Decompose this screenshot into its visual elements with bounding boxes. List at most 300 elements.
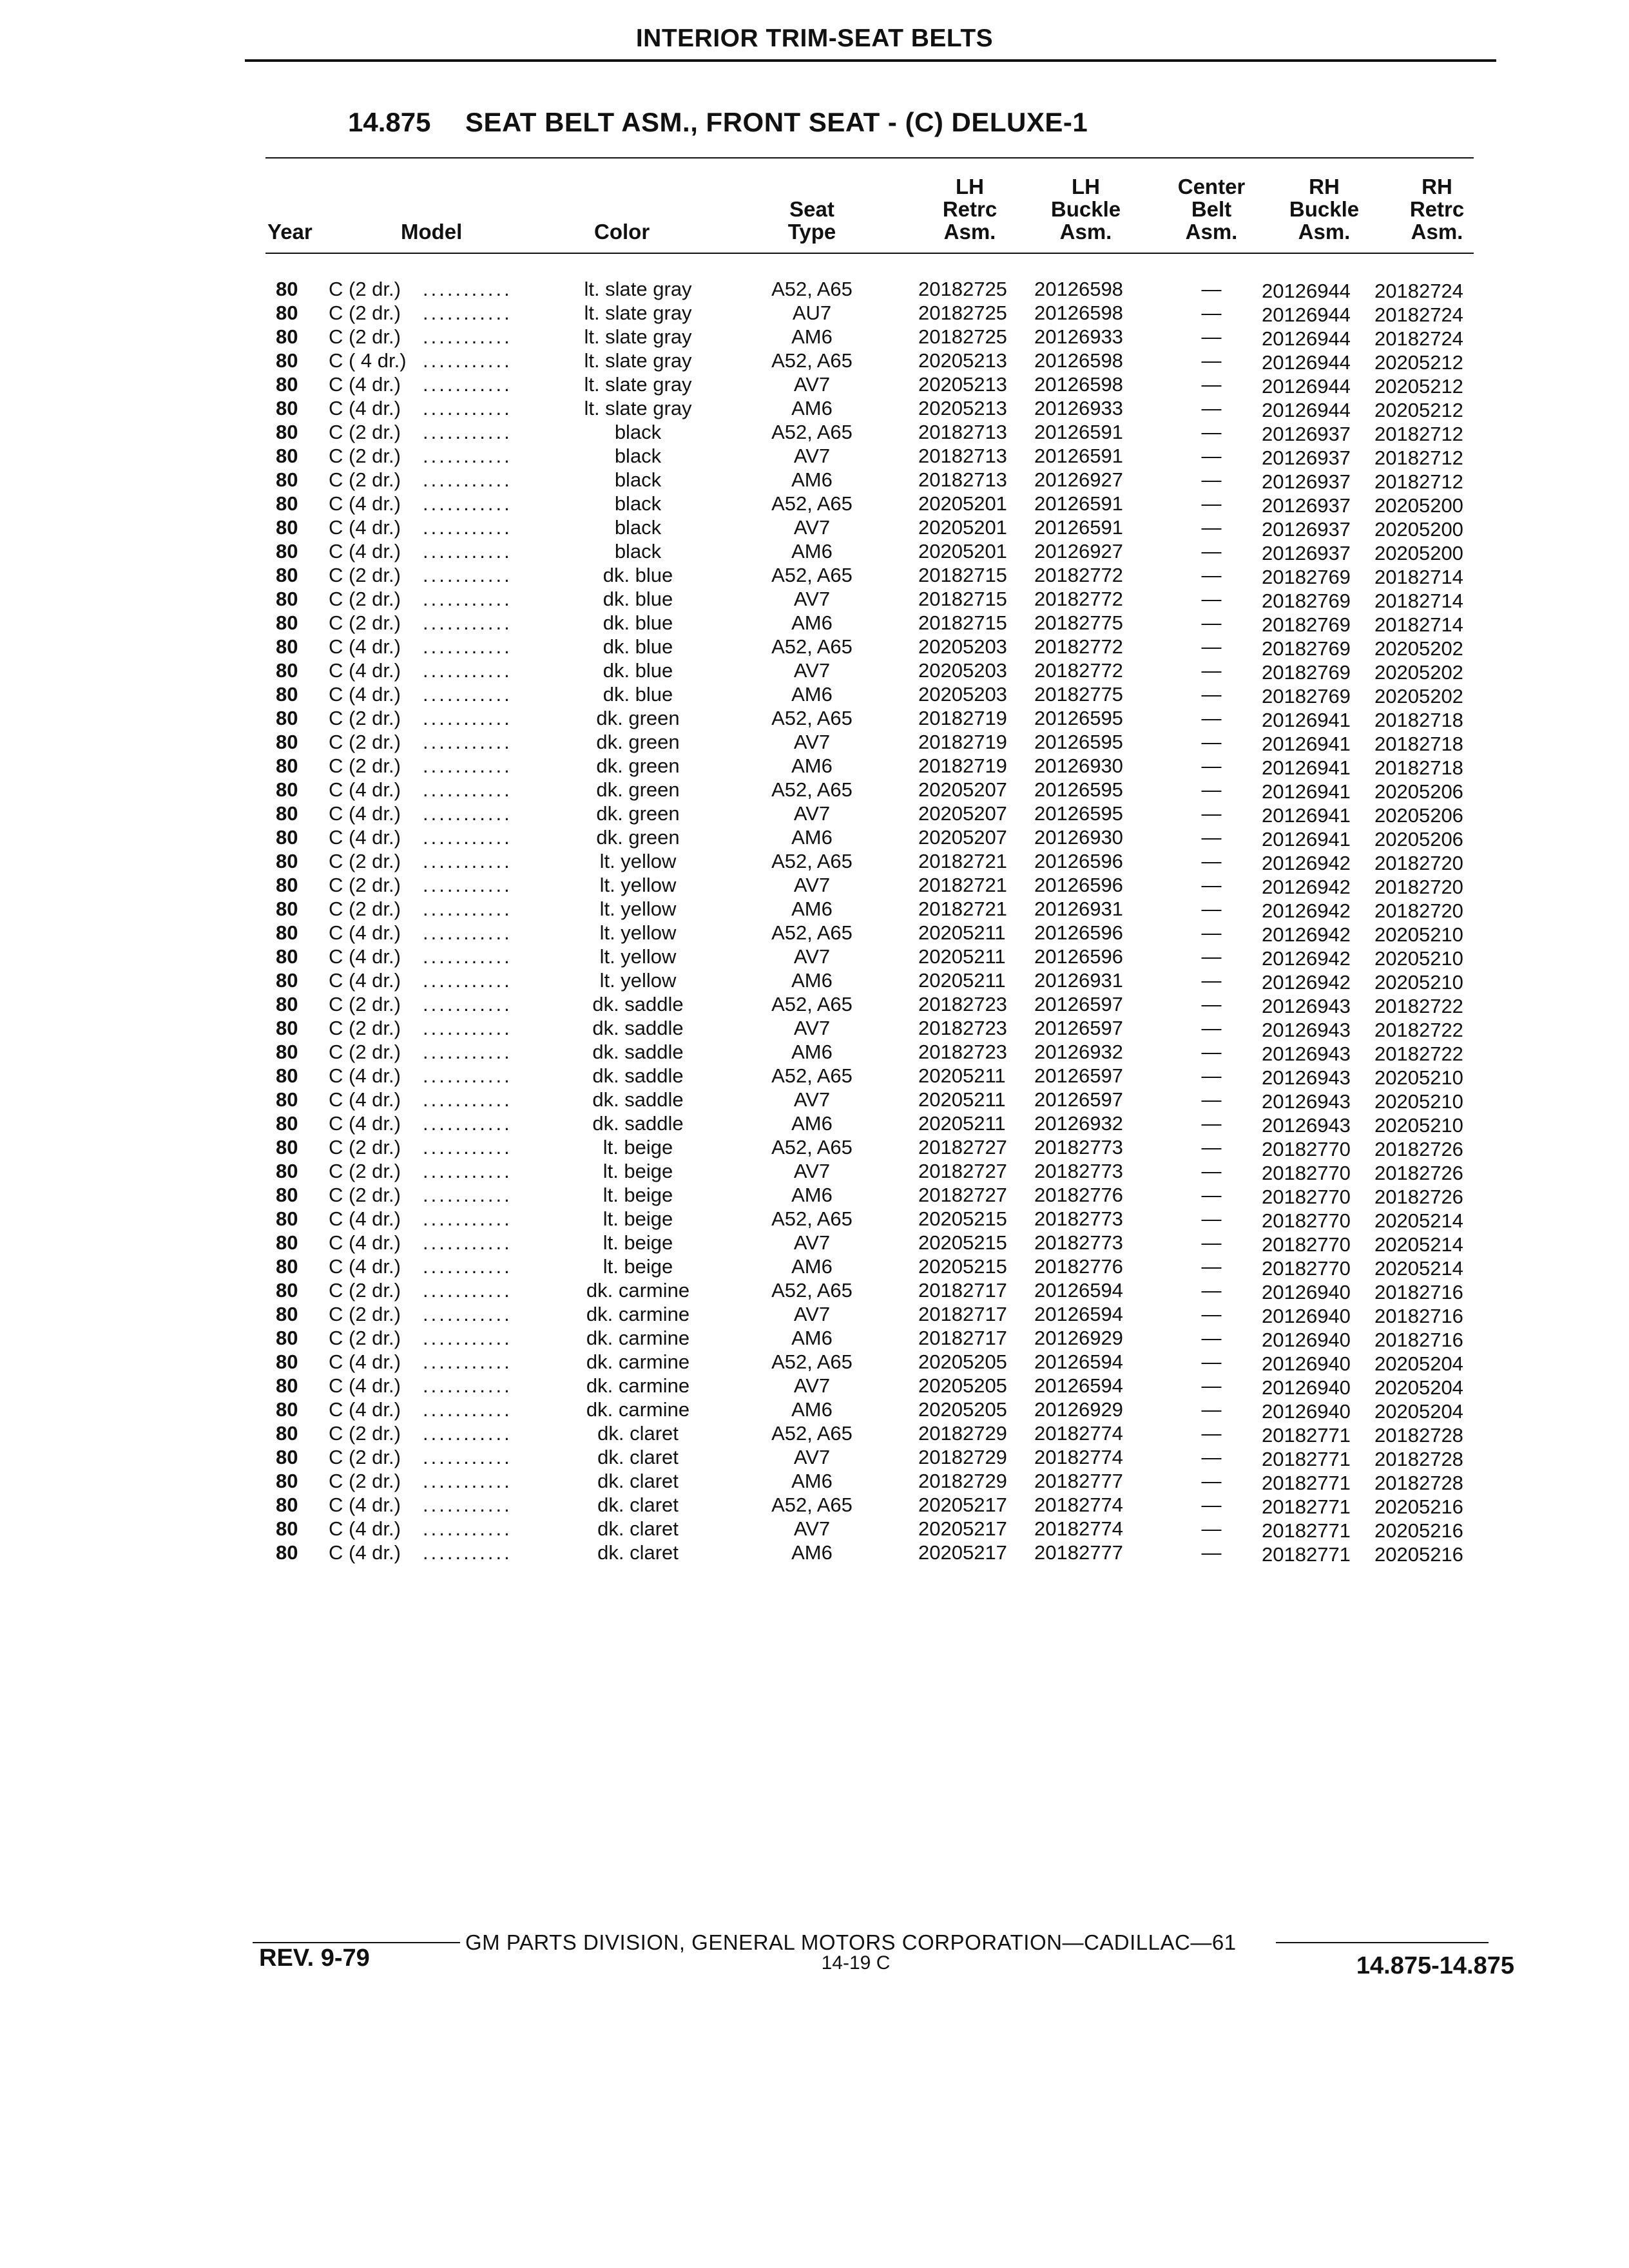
rh-buckle-cell: 20182771 — [1262, 1543, 1351, 1566]
table-row — [0, 1374, 1629, 1398]
rh-buckle-cell: 20182769 — [1262, 566, 1351, 588]
rh-buckle-cell: 20126943 — [1262, 1066, 1351, 1089]
model-cell: C (4 dr.) — [329, 1541, 401, 1564]
model-cell: C (2 dr.) — [329, 302, 401, 324]
color-cell: dk. carmine — [586, 1279, 690, 1302]
center-belt-cell: — — [1201, 874, 1222, 896]
center-belt-cell: — — [1201, 1112, 1222, 1135]
rh-retrc-cell: 20205212 — [1374, 351, 1463, 374]
table-row — [0, 587, 1629, 611]
seat-type-cell: A52, A65 — [771, 635, 853, 658]
model-cell: C (4 dr.) — [329, 1231, 401, 1254]
lh-buckle-cell: 20126595 — [1034, 731, 1123, 753]
leader-dots: ........... — [423, 1517, 512, 1540]
lh-retrc-cell: 20205217 — [918, 1517, 1007, 1540]
year-cell: 80 — [276, 588, 298, 610]
leader-dots: ........... — [423, 778, 512, 801]
color-cell: dk. claret — [597, 1470, 679, 1492]
rh-retrc-cell: 20205204 — [1374, 1376, 1463, 1399]
rh-retrc-cell: 20182714 — [1374, 566, 1463, 588]
seat-type-cell: A52, A65 — [771, 1064, 853, 1087]
table-row — [0, 1421, 1629, 1445]
rh-buckle-cell: 20126943 — [1262, 1090, 1351, 1113]
model-cell: C (2 dr.) — [329, 707, 401, 729]
model-cell: C (4 dr.) — [329, 969, 401, 992]
model-cell: C (2 dr.) — [329, 898, 401, 920]
lh-retrc-cell: 20182719 — [918, 707, 1007, 729]
rh-retrc-cell: 20182722 — [1374, 1019, 1463, 1041]
model-cell: C (2 dr.) — [329, 445, 401, 467]
color-cell: black — [614, 468, 662, 491]
table-row — [0, 921, 1629, 945]
leader-dots: ........... — [423, 802, 512, 825]
table-row — [0, 1469, 1629, 1493]
seat-type-cell: A52, A65 — [771, 1350, 853, 1373]
year-cell: 80 — [276, 1398, 298, 1421]
seat-type-cell: A52, A65 — [771, 993, 853, 1015]
lh-buckle-cell: 20182772 — [1034, 635, 1123, 658]
lh-buckle-cell: 20126591 — [1034, 516, 1123, 539]
rh-retrc-cell: 20182720 — [1374, 876, 1463, 898]
section-number: 14.875 — [348, 107, 431, 137]
rh-retrc-cell: 20205214 — [1374, 1233, 1463, 1256]
year-cell: 80 — [276, 492, 298, 515]
lh-retrc-cell: 20205203 — [918, 683, 1007, 706]
footer-rule-right — [1276, 1942, 1489, 1943]
lh-retrc-cell: 20205217 — [918, 1541, 1007, 1564]
lh-retrc-cell: 20205207 — [918, 826, 1007, 849]
center-belt-cell: — — [1201, 754, 1222, 777]
rh-buckle-cell: 20182770 — [1262, 1209, 1351, 1232]
rh-retrc-cell: 20205216 — [1374, 1495, 1463, 1518]
rh-retrc-cell: 20182724 — [1374, 303, 1463, 326]
color-cell: lt. yellow — [599, 874, 677, 896]
color-cell: dk. green — [596, 778, 680, 801]
center-belt-cell: — — [1201, 516, 1222, 539]
lh-buckle-cell: 20126930 — [1034, 826, 1123, 849]
rh-retrc-cell: 20182714 — [1374, 590, 1463, 612]
model-cell: C (4 dr.) — [329, 397, 401, 419]
lh-retrc-cell: 20182729 — [918, 1470, 1007, 1492]
year-cell: 80 — [276, 1255, 298, 1278]
model-cell: C (4 dr.) — [329, 373, 401, 396]
model-cell: C (2 dr.) — [329, 754, 401, 777]
model-cell: C (4 dr.) — [329, 1350, 401, 1373]
color-cell: dk. green — [596, 707, 680, 729]
center-belt-cell: — — [1201, 1136, 1222, 1158]
year-cell: 80 — [276, 349, 298, 372]
seat-type-cell: AM6 — [791, 325, 833, 348]
center-belt-cell: — — [1201, 731, 1222, 753]
rh-retrc-cell: 20182722 — [1374, 1043, 1463, 1065]
seat-type-cell: AM6 — [791, 397, 833, 419]
center-belt-cell: — — [1201, 850, 1222, 872]
table-row — [0, 1278, 1629, 1302]
rh-retrc-cell: 20182726 — [1374, 1186, 1463, 1208]
lh-buckle-cell: 20126594 — [1034, 1374, 1123, 1397]
column-header-rh-retrc — [1373, 175, 1501, 243]
rh-retrc-cell: 20182720 — [1374, 899, 1463, 922]
year-cell: 80 — [276, 707, 298, 729]
year-cell: 80 — [276, 1112, 298, 1135]
lh-retrc-cell: 20182727 — [918, 1160, 1007, 1182]
color-cell: lt. beige — [602, 1136, 673, 1158]
color-cell: dk. saddle — [592, 1088, 684, 1111]
leader-dots: ........... — [423, 278, 512, 300]
rh-buckle-cell: 20126940 — [1262, 1376, 1351, 1399]
leader-dots: ........... — [423, 373, 512, 396]
lh-buckle-cell: 20126591 — [1034, 445, 1123, 467]
rh-retrc-cell: 20182712 — [1374, 447, 1463, 469]
color-cell: dk. carmine — [586, 1350, 690, 1373]
lh-retrc-header-line: Retrc — [942, 197, 998, 221]
rh-buckle-cell: 20126937 — [1262, 494, 1351, 517]
rh-buckle-cell: 20126942 — [1262, 923, 1351, 946]
year-cell: 80 — [276, 1374, 298, 1397]
table-row — [0, 1207, 1629, 1231]
year-cell: 80 — [276, 850, 298, 872]
lh-buckle-cell: 20182774 — [1034, 1446, 1123, 1468]
lh-buckle-cell: 20126596 — [1034, 921, 1123, 944]
leader-dots: ........... — [423, 421, 512, 443]
lh-retrc-cell: 20205201 — [918, 516, 1007, 539]
leader-dots: ........... — [423, 1064, 512, 1087]
leader-dots: ........... — [423, 302, 512, 324]
table-row — [0, 1398, 1629, 1421]
lh-buckle-cell: 20126591 — [1034, 421, 1123, 443]
year-cell: 80 — [276, 397, 298, 419]
seat-type-cell: AM6 — [791, 1255, 833, 1278]
center-belt-cell: — — [1201, 468, 1222, 491]
model-cell: C (4 dr.) — [329, 659, 401, 682]
table-row — [0, 1040, 1629, 1064]
table-row — [0, 1135, 1629, 1159]
seat-type-cell: AM6 — [791, 1041, 833, 1063]
seat-type-cell: A52, A65 — [771, 921, 853, 944]
year-cell: 80 — [276, 1088, 298, 1111]
table-row — [0, 563, 1629, 587]
lh-retrc-cell: 20182729 — [918, 1422, 1007, 1445]
table-row — [0, 1254, 1629, 1278]
center-belt-cell: — — [1201, 635, 1222, 658]
seat-type-cell: AV7 — [793, 1231, 831, 1254]
model-cell: C (4 dr.) — [329, 1374, 401, 1397]
lh-retrc-cell: 20205211 — [918, 969, 1006, 992]
table-row — [0, 897, 1629, 921]
rh-buckle-cell: 20126943 — [1262, 1043, 1351, 1065]
model-cell: C (4 dr.) — [329, 826, 401, 849]
color-cell: lt. slate gray — [584, 278, 692, 300]
lh-retrc-cell: 20205203 — [918, 635, 1007, 658]
seat-type-cell: AV7 — [793, 373, 831, 396]
leader-dots: ........... — [423, 445, 512, 467]
seat-type-cell: AM6 — [791, 1541, 833, 1564]
lh-retrc-cell: 20182725 — [918, 325, 1007, 348]
color-cell: dk. blue — [602, 659, 673, 682]
lh-retrc-cell: 20182715 — [918, 588, 1007, 610]
rh-retrc-cell: 20205210 — [1374, 947, 1463, 970]
leader-dots: ........... — [423, 1374, 512, 1397]
rh-retrc-cell: 20205200 — [1374, 542, 1463, 564]
center-belt-cell: — — [1201, 659, 1222, 682]
year-cell: 80 — [276, 1350, 298, 1373]
year-cell: 80 — [276, 445, 298, 467]
seat-type-cell: AM6 — [791, 754, 833, 777]
table-row — [0, 396, 1629, 420]
seat-type-cell: AV7 — [793, 945, 831, 968]
seat-type-cell: AM6 — [791, 1470, 833, 1492]
lh-buckle-header-line: Buckle — [1050, 197, 1121, 221]
footer-rule-left — [253, 1942, 460, 1943]
rh-buckle-cell: 20126941 — [1262, 709, 1351, 731]
lh-buckle-cell: 20182774 — [1034, 1422, 1123, 1445]
lh-retrc-cell: 20182715 — [918, 611, 1007, 634]
model-cell: C (2 dr.) — [329, 325, 401, 348]
lh-retrc-cell: 20205217 — [918, 1494, 1007, 1516]
rh-retrc-cell: 20182728 — [1374, 1424, 1463, 1446]
leader-dots: ........... — [423, 754, 512, 777]
seat-type-cell: AV7 — [793, 1374, 831, 1397]
center-belt-cell: — — [1201, 802, 1222, 825]
center-belt-cell: — — [1201, 373, 1222, 396]
page-header-title: INTERIOR TRIM-SEAT BELTS — [635, 24, 994, 52]
color-cell: dk. saddle — [592, 1041, 684, 1063]
center-belt-cell: — — [1201, 1350, 1222, 1373]
year-cell: 80 — [276, 778, 298, 801]
year-cell: 80 — [276, 969, 298, 992]
rh-retrc-cell: 20205202 — [1374, 661, 1463, 684]
center-belt-cell: — — [1201, 683, 1222, 706]
center-belt-cell: — — [1201, 1446, 1222, 1468]
section-title: SEAT BELT ASM., FRONT SEAT - (C) DELUXE-1 — [465, 107, 1088, 137]
leader-dots: ........... — [423, 397, 512, 419]
center-belt-cell: — — [1201, 1184, 1222, 1206]
seat-type-cell: AM6 — [791, 683, 833, 706]
lh-buckle-cell: 20182777 — [1034, 1470, 1123, 1492]
rh-buckle-cell: 20126937 — [1262, 542, 1351, 564]
leader-dots: ........... — [423, 1303, 512, 1325]
seat-type-cell: AU7 — [792, 302, 832, 324]
rh-retrc-cell: 20182716 — [1374, 1329, 1463, 1351]
table-row — [0, 1326, 1629, 1350]
model-cell: C (4 dr.) — [329, 516, 401, 539]
year-cell: 80 — [276, 325, 298, 348]
leader-dots: ........... — [423, 564, 512, 586]
rh-buckle-cell: 20126944 — [1262, 303, 1351, 326]
leader-dots: ........... — [423, 1184, 512, 1206]
rh-buckle-cell: 20126942 — [1262, 971, 1351, 994]
seat-type-cell: AM6 — [791, 969, 833, 992]
lh-buckle-cell: 20182772 — [1034, 564, 1123, 586]
table-row — [0, 349, 1629, 372]
center-belt-cell: — — [1201, 421, 1222, 443]
year-cell: 80 — [276, 1231, 298, 1254]
table-row — [0, 706, 1629, 730]
rh-buckle-cell: 20182771 — [1262, 1495, 1351, 1518]
table-row — [0, 682, 1629, 706]
lh-buckle-cell: 20126933 — [1034, 325, 1123, 348]
lh-retrc-cell: 20205205 — [918, 1398, 1007, 1421]
column-header-seat-type — [747, 198, 876, 243]
center-belt-cell: — — [1201, 1327, 1222, 1349]
rh-retrc-header-line: RH — [1422, 175, 1452, 198]
color-cell: dk. claret — [597, 1517, 679, 1540]
table-row — [0, 1493, 1629, 1517]
rh-buckle-header-line: RH — [1309, 175, 1340, 198]
center-belt-cell: — — [1201, 1160, 1222, 1182]
year-cell: 80 — [276, 1207, 298, 1230]
rh-retrc-cell: 20182726 — [1374, 1162, 1463, 1184]
center-belt-cell: — — [1201, 1494, 1222, 1516]
center-belt-cell: — — [1201, 1064, 1222, 1087]
center-belt-cell: — — [1201, 1088, 1222, 1111]
model-cell: C (2 dr.) — [329, 1303, 401, 1325]
year-cell: 80 — [276, 993, 298, 1015]
leader-dots: ........... — [423, 1494, 512, 1516]
color-cell: lt. beige — [602, 1231, 673, 1254]
lh-buckle-cell: 20126598 — [1034, 349, 1123, 372]
year-cell: 80 — [276, 540, 298, 562]
color-cell: lt. yellow — [599, 850, 677, 872]
leader-dots: ........... — [423, 731, 512, 753]
lh-retrc-cell: 20182713 — [918, 445, 1007, 467]
leader-dots: ........... — [423, 492, 512, 515]
seat-type-cell: AV7 — [793, 802, 831, 825]
rh-retrc-cell: 20205210 — [1374, 971, 1463, 994]
seat-type-cell: A52, A65 — [771, 1136, 853, 1158]
leader-dots: ........... — [423, 1136, 512, 1158]
lh-retrc-cell: 20182721 — [918, 850, 1007, 872]
leader-dots: ........... — [423, 898, 512, 920]
color-cell: dk. saddle — [592, 993, 684, 1015]
table-row — [0, 1445, 1629, 1469]
model-cell: C (2 dr.) — [329, 993, 401, 1015]
year-cell: 80 — [276, 921, 298, 944]
seat-type-cell: A52, A65 — [771, 850, 853, 872]
lh-buckle-header-line: Asm. — [1059, 220, 1112, 244]
model-cell: C (2 dr.) — [329, 731, 401, 753]
column-header-color: Color — [594, 220, 650, 244]
lh-buckle-cell: 20182772 — [1034, 659, 1123, 682]
model-cell: C (2 dr.) — [329, 850, 401, 872]
leader-dots: ........... — [423, 1422, 512, 1445]
lh-buckle-cell: 20126598 — [1034, 278, 1123, 300]
column-header-rule — [265, 253, 1474, 254]
year-cell: 80 — [276, 802, 298, 825]
lh-buckle-cell: 20126595 — [1034, 802, 1123, 825]
seat-type-cell: AM6 — [791, 1327, 833, 1349]
rh-buckle-cell: 20126942 — [1262, 947, 1351, 970]
table-row — [0, 658, 1629, 682]
rh-retrc-cell: 20205210 — [1374, 1090, 1463, 1113]
lh-retrc-cell: 20182727 — [918, 1136, 1007, 1158]
color-cell: lt. beige — [602, 1207, 673, 1230]
table-row — [0, 1159, 1629, 1183]
seat-type-cell: AM6 — [791, 540, 833, 562]
center-belt-header-line: Center — [1177, 175, 1246, 198]
year-cell: 80 — [276, 683, 298, 706]
lh-retrc-cell: 20205215 — [918, 1255, 1007, 1278]
lh-retrc-cell: 20205215 — [918, 1207, 1007, 1230]
table-row — [0, 873, 1629, 897]
rh-buckle-cell: 20126944 — [1262, 399, 1351, 421]
model-cell: C (2 dr.) — [329, 278, 401, 300]
rh-retrc-cell: 20182712 — [1374, 423, 1463, 445]
leader-dots: ........... — [423, 1088, 512, 1111]
leader-dots: ........... — [423, 683, 512, 706]
year-cell: 80 — [276, 564, 298, 586]
year-cell: 80 — [276, 1470, 298, 1492]
rh-buckle-cell: 20182770 — [1262, 1233, 1351, 1256]
rh-retrc-cell: 20205212 — [1374, 375, 1463, 398]
model-cell: C (2 dr.) — [329, 588, 401, 610]
leader-dots: ........... — [423, 1112, 512, 1135]
rh-buckle-cell: 20126942 — [1262, 852, 1351, 874]
table-row — [0, 420, 1629, 444]
rh-retrc-cell: 20182718 — [1374, 709, 1463, 731]
rh-buckle-cell: 20182769 — [1262, 661, 1351, 684]
rh-buckle-header-line: Asm. — [1298, 220, 1351, 244]
lh-buckle-cell: 20126930 — [1034, 754, 1123, 777]
year-cell: 80 — [276, 1422, 298, 1445]
year-cell: 80 — [276, 945, 298, 968]
table-row — [0, 444, 1629, 468]
color-cell: lt. beige — [602, 1160, 673, 1182]
model-cell: C (4 dr.) — [329, 1064, 401, 1087]
lh-retrc-cell: 20205203 — [918, 659, 1007, 682]
color-cell: dk. blue — [602, 611, 673, 634]
rh-buckle-header-line: Buckle — [1289, 197, 1360, 221]
rh-buckle-cell: 20182770 — [1262, 1162, 1351, 1184]
table-row — [0, 635, 1629, 658]
rh-buckle-cell: 20182771 — [1262, 1448, 1351, 1470]
year-cell: 80 — [276, 1041, 298, 1063]
rh-retrc-cell: 20205210 — [1374, 1066, 1463, 1089]
rh-retrc-header-line: Asm. — [1411, 220, 1463, 244]
rh-retrc-cell: 20205202 — [1374, 685, 1463, 707]
year-cell: 80 — [276, 1064, 298, 1087]
lh-buckle-cell: 20182775 — [1034, 611, 1123, 634]
center-belt-cell: — — [1201, 325, 1222, 348]
year-cell: 80 — [276, 1541, 298, 1564]
model-cell: C (4 dr.) — [329, 1255, 401, 1278]
lh-buckle-cell: 20182773 — [1034, 1207, 1123, 1230]
seat-type-cell: AM6 — [791, 611, 833, 634]
seat-type-cell: A52, A65 — [771, 421, 853, 443]
rh-retrc-cell: 20182728 — [1374, 1472, 1463, 1494]
lh-retrc-cell: 20205211 — [918, 1088, 1006, 1111]
leader-dots: ........... — [423, 588, 512, 610]
color-cell: lt. beige — [602, 1255, 673, 1278]
center-belt-cell: — — [1201, 1017, 1222, 1039]
lh-retrc-cell: 20182723 — [918, 993, 1007, 1015]
color-cell: dk. claret — [597, 1446, 679, 1468]
lh-buckle-cell: 20126932 — [1034, 1112, 1123, 1135]
leader-dots: ........... — [423, 540, 512, 562]
seat-type-cell: AV7 — [793, 1517, 831, 1540]
year-cell: 80 — [276, 1136, 298, 1158]
lh-retrc-cell: 20182717 — [918, 1327, 1007, 1349]
center-belt-cell: — — [1201, 397, 1222, 419]
table-row — [0, 492, 1629, 515]
rh-retrc-cell: 20205214 — [1374, 1209, 1463, 1232]
year-cell: 80 — [276, 1279, 298, 1302]
rh-buckle-cell: 20126943 — [1262, 1019, 1351, 1041]
seat-type-cell: A52, A65 — [771, 564, 853, 586]
color-cell: lt. yellow — [599, 898, 677, 920]
model-cell: C (2 dr.) — [329, 1422, 401, 1445]
center-belt-cell: — — [1201, 898, 1222, 920]
